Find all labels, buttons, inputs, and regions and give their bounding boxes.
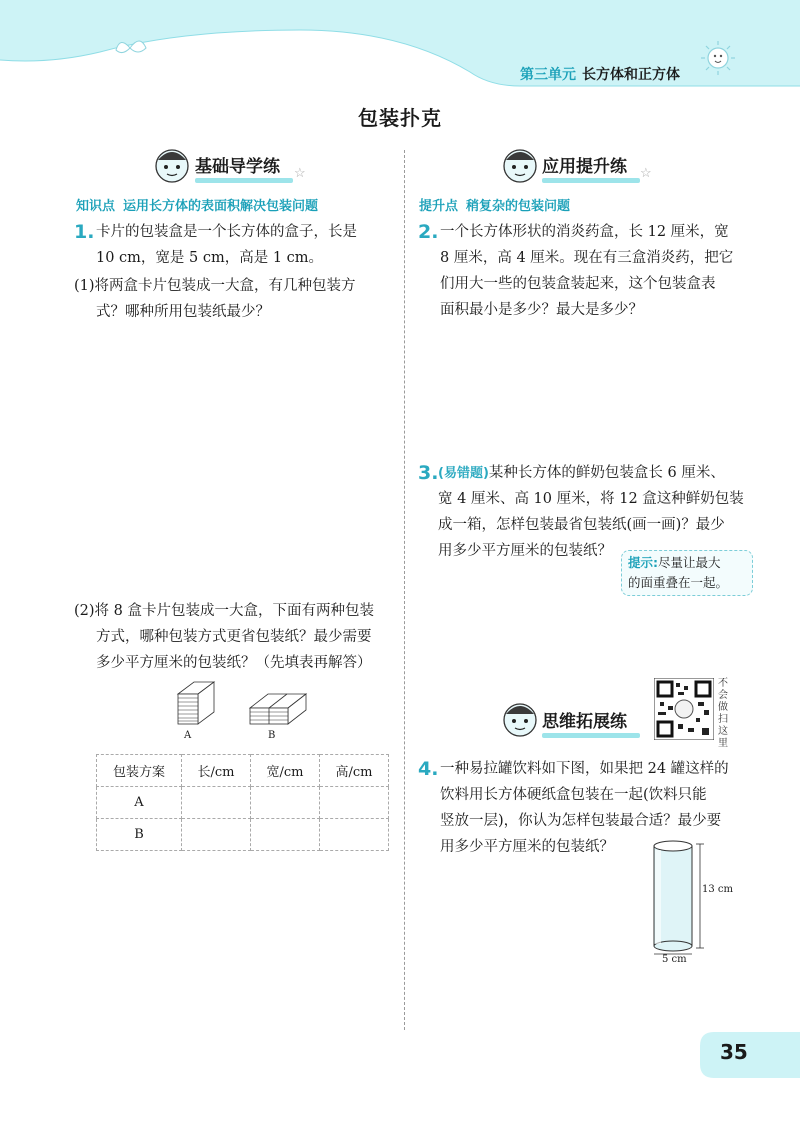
stack-figures (172, 680, 322, 730)
hint-line-1: 尽量让最大 (658, 555, 721, 570)
mascot-icon (500, 700, 540, 740)
q3-line-1-text: 某种长方体的鲜奶包装盒长 6 厘米、 (488, 465, 725, 481)
q3-line-4: 用多少平方厘米的包装纸？ (438, 543, 612, 559)
mascot-icon (152, 146, 192, 186)
page-number: 35 (720, 1040, 748, 1064)
table-cell-blank[interactable] (251, 787, 320, 819)
mascot-icon (500, 146, 540, 186)
q4-line-2: 饮料用长方体硬纸盒包装在一起(饮料只能 (440, 787, 707, 803)
question-number-1: 1. (74, 221, 95, 243)
table-cell-blank[interactable] (320, 819, 389, 851)
section-title-thinking (542, 707, 642, 732)
q1-p2-line-1: (2)将 8 盒卡片包装成一大盒，下面有两种包装 (74, 603, 374, 619)
table-header-cell: 包装方案 (97, 755, 182, 787)
stack-figure-a (178, 682, 214, 724)
hint-label: 提示: (628, 555, 658, 570)
section-title-text: 思维拓展练 (542, 712, 627, 732)
table-cell-blank[interactable] (182, 787, 251, 819)
table-cell-blank[interactable] (320, 787, 389, 819)
error-prone-tag: (易错题) (438, 466, 489, 481)
kp-label: 知识点 (76, 199, 116, 214)
section-title-basic (195, 152, 295, 177)
q3-line-3: 成一箱，怎样包装最省包装纸(画一画)？最少 (438, 517, 725, 533)
table-header-cell: 长/cm (182, 755, 251, 787)
q2-line-3: 们用大一些的包装盒装起来，这个包装盒表 (440, 276, 716, 292)
q4-line-4: 用多少平方厘米的包装纸？ (440, 839, 614, 855)
header-band (0, 0, 800, 92)
question-number-3: 3. (418, 462, 439, 484)
table-row (97, 787, 389, 819)
table-cell: B (97, 819, 182, 851)
page-number-tab (700, 1032, 800, 1078)
q1-p2-line-2: 方式，哪种包装方式更省包装纸？最少需要 (96, 629, 372, 645)
q3-line-1 (438, 459, 725, 488)
q1-line-2: 10 cm，宽是 5 cm，高是 1 cm。 (96, 250, 324, 266)
kp-text: 稍复杂的包装问题 (466, 199, 571, 214)
table-cell-blank[interactable] (182, 819, 251, 851)
table-cell: A (97, 787, 182, 819)
section-title-text: 应用提升练 (542, 157, 627, 177)
star-icon: ☆ (640, 166, 652, 181)
improvement-point (419, 195, 570, 214)
q1-p1-line-2: 式？哪种所用包装纸最少？ (96, 304, 270, 320)
section-title-text: 基础导学练 (195, 157, 280, 177)
hint-box (621, 550, 753, 596)
column-divider (404, 150, 405, 1030)
knowledge-point (76, 195, 318, 214)
table-header-cell: 高/cm (320, 755, 389, 787)
unit-label (520, 64, 680, 84)
stack-figure-b (250, 694, 306, 724)
can-diameter-label: 5 cm (662, 954, 687, 965)
qr-code-icon[interactable] (654, 678, 714, 740)
q2-line-4: 面积最小是多少？最大是多少？ (440, 302, 643, 318)
question-number-2: 2. (418, 221, 439, 243)
table-header-row (97, 755, 389, 787)
table-row (97, 819, 389, 851)
question-number-4: 4. (418, 758, 439, 780)
table-cell-blank[interactable] (251, 819, 320, 851)
q1-p1-line-1: (1)将两盒卡片包装成一大盒，有几种包装方 (74, 278, 356, 294)
qr-caption: 不会做扫这里 (718, 678, 728, 749)
table-header-cell: 宽/cm (251, 755, 320, 787)
hint-line-2: 的面重叠在一起。 (628, 575, 729, 590)
can-height-label: 13 cm (702, 884, 733, 895)
kp-text: 运用长方体的表面积解决包装问题 (123, 199, 319, 214)
figure-label-a: A (184, 730, 192, 741)
page-title: 包装扑克 (358, 106, 442, 130)
q3-line-2: 宽 4 厘米、高 10 厘米，将 12 盒这种鲜奶包装 (438, 491, 744, 507)
q2-line-2: 8 厘米，高 4 厘米。现在有三盒消炎药，把它 (440, 250, 734, 266)
q1-p2-line-3: 多少平方厘米的包装纸？（先填表再解答） (96, 655, 372, 671)
kp-label: 提升点 (419, 199, 459, 214)
can-figure (644, 836, 714, 964)
q4-line-1: 一种易拉罐饮料如下图，如果把 24 罐这样的 (440, 761, 729, 777)
q4-line-3: 竖放一层)，你认为怎样包装最合适？最少要 (440, 813, 722, 829)
figure-label-b: B (268, 730, 276, 741)
unit-number: 第三单元 (520, 67, 576, 83)
section-title-advanced (542, 152, 642, 177)
packing-table (96, 754, 389, 851)
q1-line-1: 卡片的包装盒是一个长方体的盒子，长是 (96, 224, 357, 240)
star-icon: ☆ (294, 166, 306, 181)
q2-line-1: 一个长方体形状的消炎药盒，长 12 厘米，宽 (440, 224, 729, 240)
unit-title: 长方体和正方体 (582, 67, 680, 83)
